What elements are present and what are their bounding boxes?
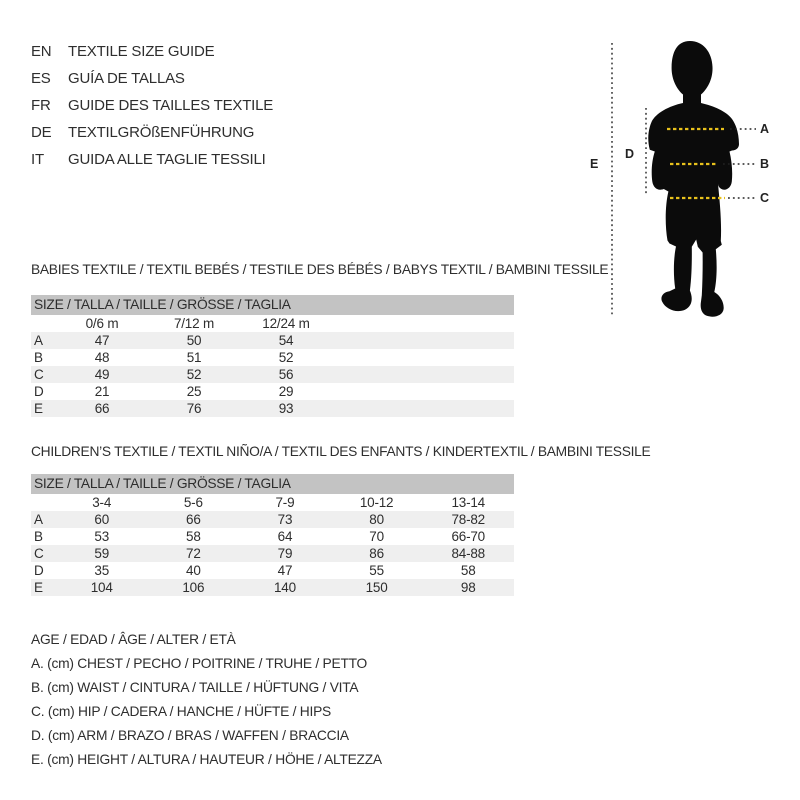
language-title: TEXTILE SIZE GUIDE [68,43,215,60]
table-cell: 54 [278,333,294,348]
language-code: ES [31,70,51,87]
table-cell: 60 [94,512,110,527]
table-cell: 29 [278,384,294,399]
table-cell: 86 [369,546,384,561]
child-silhouette [648,41,739,317]
size-column-header: 7-9 [275,495,295,510]
table-cell: 56 [278,367,294,382]
table-cell: 59 [94,546,110,561]
language-title: GUIDE DES TAILLES TEXTILE [68,97,274,114]
table-cell: 76 [186,401,202,416]
empty-corner-cell [31,494,56,511]
legend-line: D. (cm) ARM / BRAZO / BRAS / WAFFEN / BRACCIA [31,728,349,743]
language-title: GUIDA ALLE TAGLIE TESSILI [68,151,266,168]
table-cell: 52 [278,350,294,365]
size-column-header: 10-12 [359,495,394,510]
language-row [31,146,273,173]
legend-line: B. (cm) WAIST / CINTURA / TAILLE / HÜFTUNG / VITA [31,680,359,695]
language-title-list [31,38,273,173]
language-code: FR [31,97,51,114]
figure-label-d: D [625,147,635,161]
row-label: C [34,367,44,382]
table-cell: 80 [369,512,384,527]
table-cell: 73 [277,512,293,527]
children-section-title: CHILDREN’S TEXTILE / TEXTIL NIÑO/A / TEXTIL DES ENFANTS / KINDERTEXTIL / BAMBINI TESSILE [31,444,651,459]
table-cell: 72 [186,546,201,561]
row-label: B [34,350,43,365]
table-cell: 25 [186,384,202,399]
table-cell: 49 [94,367,110,382]
row-label: A [34,333,43,348]
row-label: D [34,563,44,578]
language-code: EN [31,43,52,60]
table-cell: 53 [94,529,110,544]
language-row [31,65,273,92]
table-cell: 55 [369,563,384,578]
children-table-row-A [31,511,514,528]
size-column-header: 5-6 [183,495,203,510]
table-cell: 106 [182,580,205,595]
table-cell: 98 [460,580,476,595]
row-label: E [34,401,43,416]
language-row [31,92,273,119]
table-cell: 140 [274,580,296,595]
babies-column-header-row [31,315,514,332]
language-title: TEXTILGRÖßENFÜHRUNG [68,124,255,141]
row-label: E [34,580,43,595]
legend-line: AGE / EDAD / ÂGE / ALTER / ETÀ [31,632,236,647]
children-table-row-E [31,579,514,596]
table-cell: 66 [94,401,110,416]
table-cell: 35 [94,563,110,578]
table-cell: 78-82 [451,512,485,527]
figure-label-b: B [760,157,770,171]
table-cell: 150 [365,580,388,595]
table-cell: 79 [277,546,293,561]
table-cell: 84-88 [451,546,485,561]
table-cell: 51 [186,350,202,365]
babies-section-title: BABIES TEXTILE / TEXTIL BEBÉS / TESTILE DES BÉBÉS / BABYS TEXTIL / BAMBINI TESSILE [31,262,609,277]
table-cell: 47 [94,333,110,348]
table-cell: 58 [460,563,476,578]
size-column-header: 12/24 m [262,316,310,331]
size-column-header: 0/6 m [85,316,119,331]
figure-label-c: C [760,191,770,205]
table-cell: 93 [278,401,294,416]
babies-table-row-D [31,383,514,400]
babies-size-header-bar: SIZE / TALLA / TAILLE / GRÖSSE / TAGLIA [31,295,514,315]
table-cell: 50 [186,333,202,348]
legend-line: E. (cm) HEIGHT / ALTURA / HAUTEUR / HÖHE / ALTEZZA [31,752,382,767]
language-row [31,119,273,146]
row-label: B [34,529,43,544]
children-column-header-row [31,494,514,511]
language-code: DE [31,124,52,141]
language-row [31,38,273,65]
row-label: A [34,512,43,527]
babies-size-table [31,295,514,417]
legend-line: A. (cm) CHEST / PECHO / POITRINE / TRUHE / PETTO [31,656,368,671]
babies-table-row-A [31,332,514,349]
language-code: IT [31,151,44,168]
table-cell: 104 [90,580,113,595]
size-measurement-figure [578,33,788,323]
children-table-row-C [31,545,514,562]
babies-table-row-B [31,349,514,366]
babies-table-row-E [31,400,514,417]
legend-line: C. (cm) HIP / CADERA / HANCHE / HÜFTE / HIPS [31,704,331,719]
children-size-table [31,474,514,596]
row-label: C [34,546,44,561]
table-cell: 40 [186,563,201,578]
table-cell: 66 [186,512,201,527]
language-title: GUÍA DE TALLAS [68,70,185,87]
table-cell: 66-70 [451,529,485,544]
row-label: D [34,384,44,399]
size-column-header: 7/12 m [173,316,215,331]
figure-label-e: E [590,157,599,171]
table-cell: 47 [277,563,293,578]
children-table-row-D [31,562,514,579]
size-column-header: 3-4 [92,495,112,510]
figure-label-a: A [760,122,770,136]
table-cell: 58 [186,529,201,544]
babies-table-row-C [31,366,514,383]
table-cell: 70 [369,529,384,544]
children-table-row-B [31,528,514,545]
size-column-header: 13-14 [451,495,485,510]
empty-corner-cell [31,315,56,332]
table-cell: 64 [277,529,293,544]
table-cell: 21 [94,384,110,399]
table-cell: 52 [186,367,202,382]
children-size-header-bar: SIZE / TALLA / TAILLE / GRÖSSE / TAGLIA [31,474,514,494]
measurement-legend [31,628,382,772]
table-cell: 48 [94,350,110,365]
